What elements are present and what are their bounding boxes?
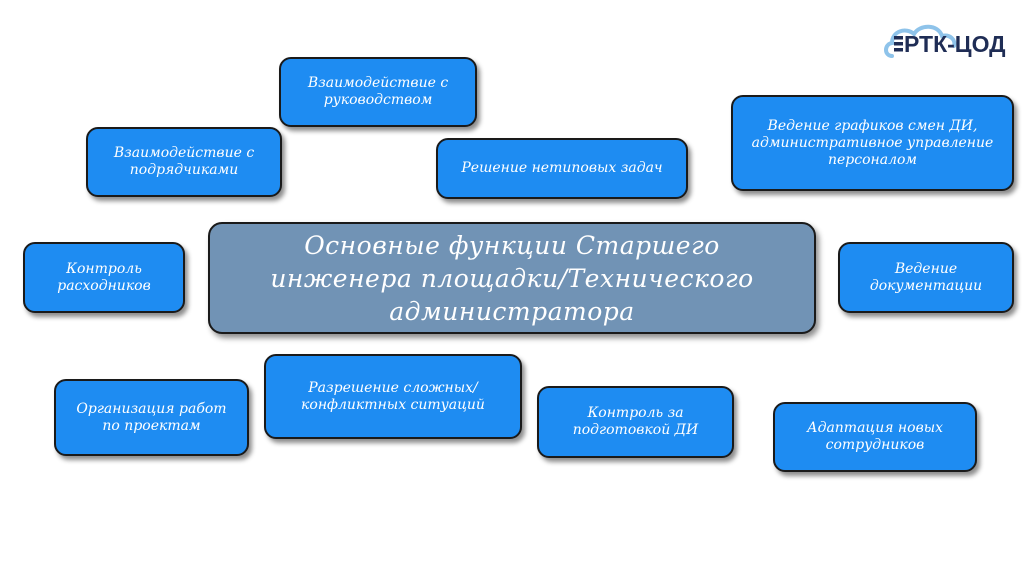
node-label: Ведение документации bbox=[869, 260, 983, 294]
node-label: Решение нетиповых задач bbox=[461, 160, 663, 176]
node-shift-schedules bbox=[731, 95, 1014, 191]
logo-text: РТК-ЦОД bbox=[904, 31, 1006, 57]
node-interaction-management bbox=[279, 57, 477, 127]
node-onboarding bbox=[773, 402, 977, 472]
node-label: Организация работ по проектам bbox=[76, 400, 227, 434]
node-consumables-control bbox=[23, 242, 185, 313]
node-label: Контроль за подготовкой ДИ bbox=[572, 405, 699, 438]
node-label: Ведение графиков смен ДИ, административное управление персоналом bbox=[751, 117, 994, 168]
node-label: Взаимодействие с подрядчиками bbox=[113, 145, 255, 178]
node-training-control bbox=[537, 386, 734, 458]
node-label: Контроль расходников bbox=[57, 260, 151, 294]
node-project-work bbox=[54, 379, 249, 456]
company-logo bbox=[884, 18, 1014, 66]
node-label: Адаптация новых сотрудников bbox=[806, 420, 944, 453]
node-label: Взаимодействие с руководством bbox=[307, 75, 449, 108]
node-nontypical-tasks bbox=[436, 138, 688, 199]
node-documentation bbox=[838, 242, 1014, 313]
central-topic-text: Основные функции Старшего инженера площадки/Технического администратора bbox=[270, 230, 754, 326]
node-interaction-contractors bbox=[86, 127, 282, 197]
central-topic bbox=[208, 222, 816, 334]
node-label: Разрешение сложных/ конфликтных ситуаций bbox=[301, 379, 485, 413]
node-conflict-resolution bbox=[264, 354, 522, 439]
